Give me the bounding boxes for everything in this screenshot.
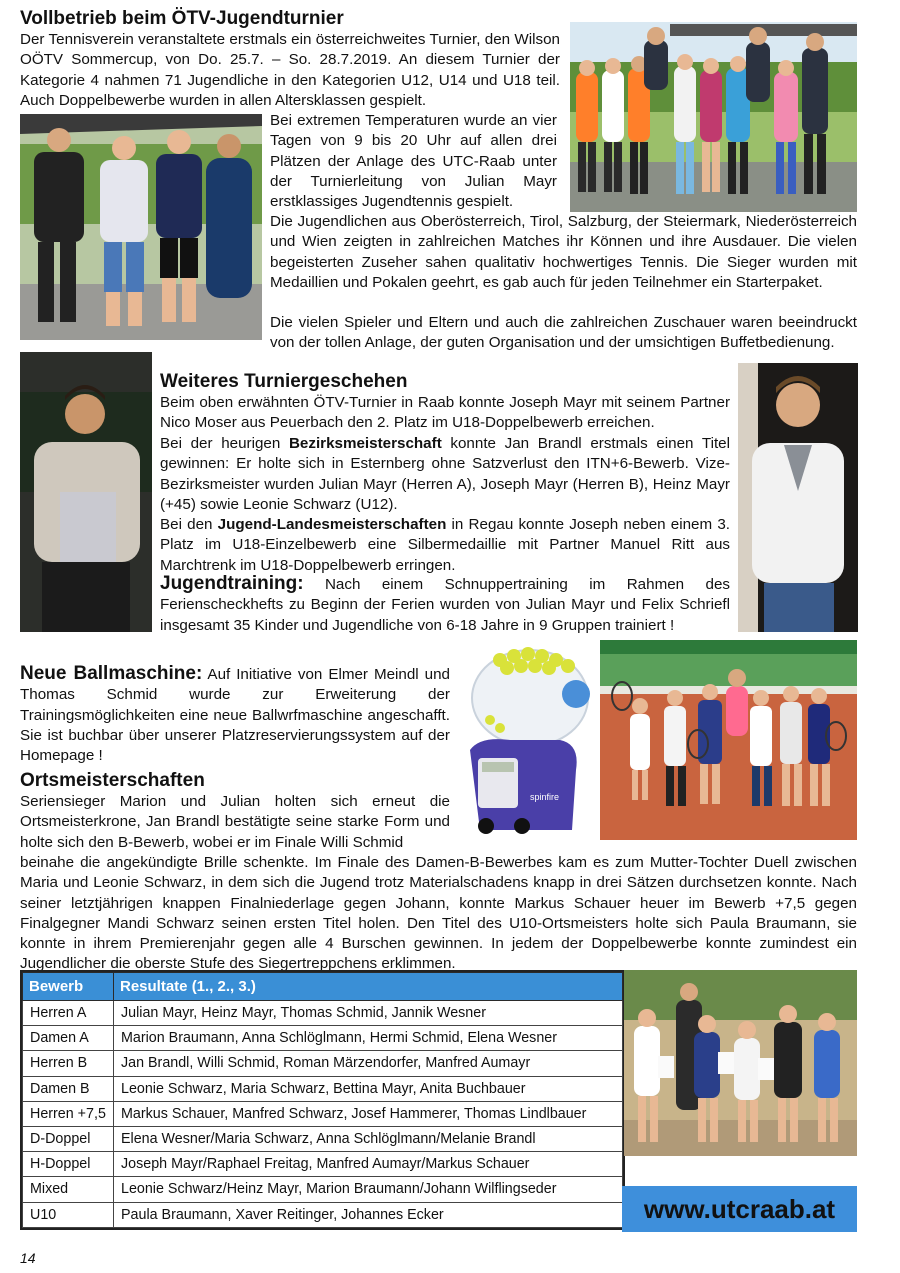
event-cell: Damen A: [23, 1026, 114, 1051]
website-url-banner[interactable]: www.utcraab.at: [622, 1186, 857, 1232]
event-cell: U10: [23, 1202, 114, 1227]
photo-u18-winners: [20, 114, 262, 340]
tournament-conditions-paragraph: Bei extremen Temperaturen wurde an vier Tagen von 9 bis 20 Uhr auf allen drei Plätzen der Anlage des UTC-Raab unter der Turnierleitung von Julian Mayr erstklassiges Jugendtennis gespielt.: [270, 112, 557, 211]
table-row: [23, 1001, 623, 1026]
article-heading-local-championship: Ortsmeisterschaften: [20, 770, 205, 791]
event-cell: Damen B: [23, 1076, 114, 1101]
district-championship-label: Bezirksmeisterschaft: [288, 435, 442, 452]
local-championship-paragraph: beinahe die angekündigte Brille schenkte. Im Finale des Damen-B-Bewerbes kam es zum Mutter-Tochter Duell zwischen Maria und Leonie Schwarz, in dem sich die Jugend trotz Materialschadens knapp in drei Sätzen durchsetzen konnte. Nach seiner letztjährigen knappen Finalniederlage gegen Johann, konnte Markus Schauer heuer im Bewerb +7,5 gegen Finalgegner Mandi Schwarz seinen ersten Titel holen. Den Titel des U10-Ortsmeisters holte sich Paula Braumann, sie konnte in ihrem Premierenjahr gegen alle 4 Burschen gewinnen. In jedem der Doppelbewerbe konnte zumindest ein Jugendlicher die oberste Stufe des Siegertreppchens erklimmen.: [20, 854, 857, 973]
results-cell: Paula Braumann, Xaver Reitinger, Johannes Ecker: [114, 1202, 623, 1227]
results-table-container: [20, 970, 625, 1230]
event-cell: Mixed: [23, 1177, 114, 1202]
table-row: [23, 1101, 623, 1126]
tournament-participants-paragraph: Die Jugendlichen aus Oberösterreich, Tirol, Salzburg, der Steiermark, Niederösterreich und Wien zeigten in zahlreichen Matches ihr Können und ihre Ausdauer. Die vielen begeisterten Zuseher sahen qualitativ hochwertiges Tennis. Die Sieger wurden mit Medaillien und Pokalen geehrt, es gab auch für jeden Teilnehmer ein Starterpaket.: [270, 213, 857, 291]
event-cell: Herren B: [23, 1051, 114, 1076]
tournament-intro-paragraph: Der Tennisverein veranstaltete erstmals ein österreichweites Turnier, den Wilson OÖTV Sommercup, von Do. 25.7. – So. 28.7.2019. An diesem Turnier der Kategorie 4 nahmen 71 Jugendliche in den Kategorien U12, U14 und U18 teil. Auch Doppelbewerbe wurden in allen Altersklassen gespielt.: [20, 31, 560, 109]
page-number: 14: [20, 1250, 36, 1266]
local-championship-paragraph-start: Seriensieger Marion und Julian holten sich erneut die Ortsmeisterkrone, Jan Brandl bestätigte seine starke Form und holte sich den B-Bewerb, wobei er im Finale Willi Schmid: [20, 793, 450, 851]
event-cell: Herren A: [23, 1001, 114, 1026]
results-cell: Markus Schauer, Manfred Schwarz, Josef Hammerer, Thomas Lindlbauer: [114, 1101, 623, 1126]
column-header-event: Bewerb: [23, 973, 114, 1001]
event-cell: Herren +7,5: [23, 1101, 114, 1126]
district-championship-paragraph: Bei der heurigen Bezirksmeisterschaft konnte Jan Brandl erstmals einen Titel gewinnen: Er holte sich in Esternberg ohne Satzverlust den ITN+6-Bewerb. Vize-Bezirksmeister wurden Julian Mayr (Herren A), Joseph Mayr (Herren B), Heinz Mayr (+45) sowie Leonie Schwarz (U12).: [160, 435, 731, 513]
photo-local-champions-group: [624, 970, 857, 1156]
results-cell: Julian Mayr, Heinz Mayr, Thomas Schmid, Jannik Wesner: [114, 1001, 623, 1026]
table-row: [23, 1126, 623, 1151]
photo-ball-machine: [460, 640, 592, 840]
table-row: [23, 1177, 623, 1202]
photo-young-man-white-shirt: [738, 363, 858, 632]
table-row: [23, 1152, 623, 1177]
photo-children-training: [600, 640, 857, 840]
article-heading-tournament: Vollbetrieb beim ÖTV-Jugendturnier: [20, 8, 344, 29]
ball-machine-label: Neue Ballmaschine:: [20, 663, 203, 684]
results-cell: Elena Wesner/Maria Schwarz, Anna Schlöglmann/Melanie Brandl: [114, 1126, 623, 1151]
youth-training-label: Jugendtraining:: [160, 573, 304, 594]
article-heading-tournaments: Weiteres Turniergeschehen: [160, 371, 408, 392]
machine-brand-label: spinfire: [530, 792, 560, 802]
column-header-results: Resultate (1., 2., 3.): [114, 973, 623, 1001]
table-row: [23, 1026, 623, 1051]
event-cell: D-Doppel: [23, 1126, 114, 1151]
state-championship-paragraph: Bei den Jugend-Landesmeisterschaften in Regau konnte Joseph neben einem 3. Platz im U18-Einzelbewerb eine Silbermedaillie mit Partner Manuel Ritt aus Marchtrenk im U18-Doppelbewerb erringen.: [160, 516, 730, 574]
event-cell: H-Doppel: [23, 1152, 114, 1177]
table-row: [23, 1076, 623, 1101]
photo-player-with-trophy: [20, 352, 152, 632]
state-championship-label: Jugend-Landesmeisterschaften: [217, 516, 447, 533]
results-cell: Leonie Schwarz, Maria Schwarz, Bettina Mayr, Anita Buchbauer: [114, 1076, 623, 1101]
table-row: [23, 1051, 623, 1076]
youth-training-paragraph: Jugendtraining: Nach einem Schnuppertraining im Rahmen des Ferienscheckhefts zu Beginn der Ferien wurden von Julian Mayr und Felix Schriefl insgesamt 35 Kinder und Jugendliche von 6-18 Jahre in 9 Gruppen trainiert !: [160, 573, 730, 634]
table-row: [23, 1202, 623, 1227]
results-cell: Jan Brandl, Willi Schmid, Roman Märzendorfer, Manfred Aumayr: [114, 1051, 623, 1076]
doubles-result-paragraph: Beim oben erwähnten ÖTV-Turnier in Raab konnte Joseph Mayr mit seinem Partner Nico Moser aus Peuerbach den 2. Platz im U18-Doppelbewerb erreichen.: [160, 394, 730, 432]
results-table-header: [23, 973, 623, 1001]
results-cell: Joseph Mayr/Raphael Freitag, Manfred Aumayr/Markus Schauer: [114, 1152, 623, 1177]
photo-youth-winners-group: [570, 22, 857, 212]
results-cell: Marion Braumann, Anna Schlöglmann, Hermi Schmid, Elena Wesner: [114, 1026, 623, 1051]
tournament-feedback-paragraph: Die vielen Spieler und Eltern und auch die zahlreichen Zuschauer waren beeindruckt von der tollen Anlage, der guten Organisation und der umsichtigen Buffetbedienung.: [270, 314, 857, 352]
results-table: [22, 972, 623, 1228]
ball-machine-paragraph: Neue Ballmaschine: Auf Initiative von Elmer Meindl und Thomas Schmid wurde zur Erweiterung der Trainingsmöglichkeiten eine neue Ballwrfmaschine angeschafft. Sie ist buchbar über unserer Platzreservierungssystem auf der Homepage !: [20, 663, 450, 765]
results-cell: Leonie Schwarz/Heinz Mayr, Marion Braumann/Johann Wilflingseder: [114, 1177, 623, 1202]
